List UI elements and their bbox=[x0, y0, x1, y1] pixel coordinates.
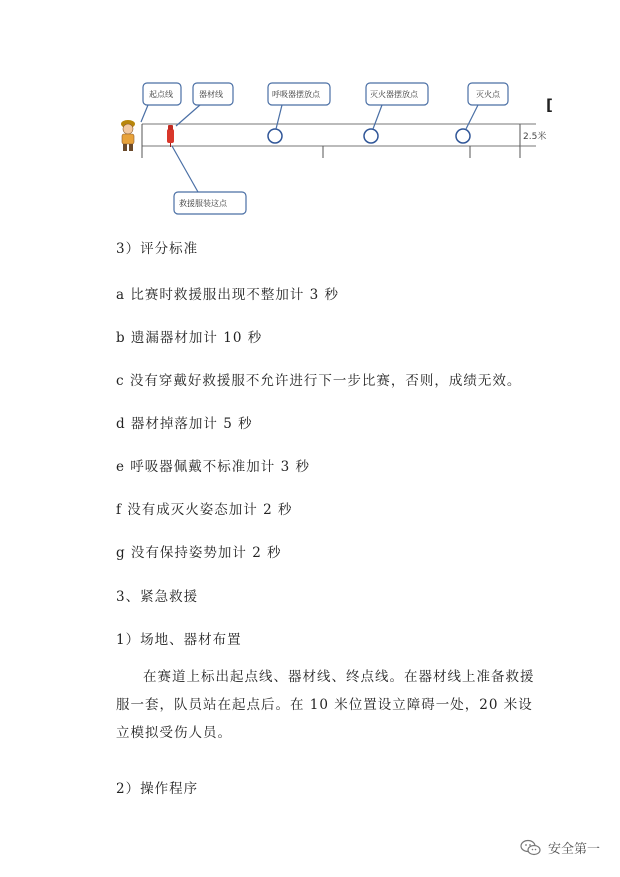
svg-text:呼吸器摆放点: 呼吸器摆放点 bbox=[272, 90, 320, 99]
svg-text:救援服装这点: 救援服装这点 bbox=[179, 199, 227, 208]
scale-label: 2.5米 bbox=[523, 132, 547, 142]
svg-text:器材线: 器材线 bbox=[199, 90, 223, 99]
rule-e: e 呼吸器佩戴不标准加计 3 秒 bbox=[116, 459, 310, 475]
heading-emergency-rescue: 3、紧急救援 bbox=[116, 589, 199, 605]
account-watermark bbox=[520, 838, 600, 857]
rescue-suit-icon bbox=[167, 125, 174, 147]
site-layout-paragraph: 在赛道上标出起点线、器材线、终点线。在器材线上准备救援服一套，队员站在起点后。在 10 米位置设立障碍一处，20 米设立模拟受伤人员。 bbox=[116, 669, 535, 741]
svg-text:灭火器摆放点: 灭火器摆放点 bbox=[370, 90, 418, 99]
wechat-icon bbox=[520, 839, 542, 857]
rule-f: f 没有成灭火姿态加计 2 秒 bbox=[116, 502, 293, 518]
svg-text:灭火点: 灭火点 bbox=[476, 90, 500, 99]
subheading-site-layout: 1）场地、器材布置 bbox=[116, 632, 242, 648]
track-layout-diagram bbox=[0, 0, 620, 230]
rule-b: b 遗漏器材加计 10 秒 bbox=[116, 330, 263, 346]
rule-c: c 没有穿戴好救援服不允许进行下一步比赛，否则，成绩无效。 bbox=[116, 373, 522, 389]
svg-text:起点线: 起点线 bbox=[149, 90, 173, 99]
extinguisher-point bbox=[364, 129, 378, 143]
callout-breathing-point bbox=[268, 83, 330, 129]
breathing-apparatus-point bbox=[268, 129, 282, 143]
edge-mark: [ bbox=[546, 96, 553, 114]
rule-d: d 器材掉落加计 5 秒 bbox=[116, 416, 253, 432]
rule-a: a 比赛时救援服出现不整加计 3 秒 bbox=[116, 287, 340, 303]
subheading-procedure: 2）操作程序 bbox=[116, 781, 199, 797]
rule-g: g 没有保持姿势加计 2 秒 bbox=[116, 545, 282, 561]
firefighter-icon bbox=[121, 120, 135, 151]
extinguish-point bbox=[456, 129, 470, 143]
callout-equipment-line bbox=[176, 83, 233, 126]
callout-start-line bbox=[141, 83, 181, 122]
watermark-text: 安全第一 bbox=[547, 842, 600, 857]
callout-rescue-suit-point bbox=[172, 146, 246, 214]
callout-extinguisher-point bbox=[366, 83, 428, 129]
callout-extinguish-point bbox=[466, 83, 508, 129]
section-scoring-criteria: 3）评分标准 bbox=[116, 241, 199, 257]
